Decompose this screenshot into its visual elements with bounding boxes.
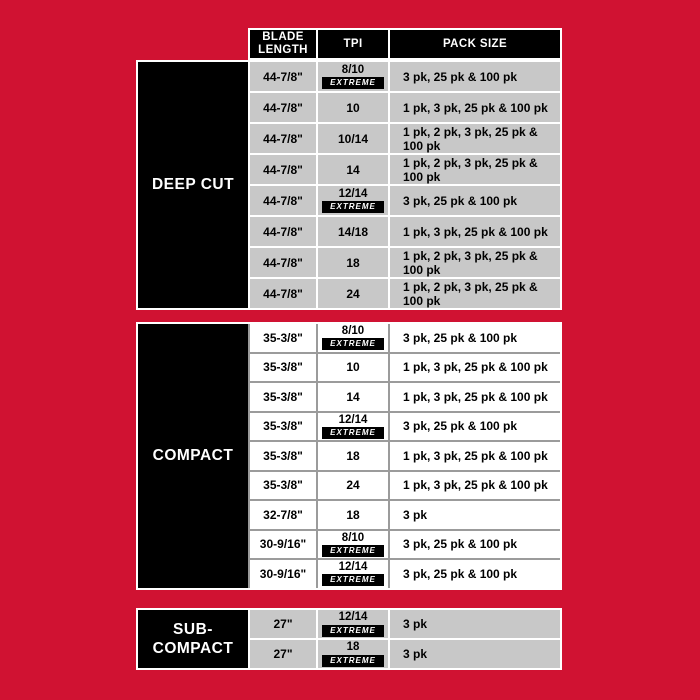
pack-size-cell-text: 3 pk, 25 pk & 100 pk (403, 330, 518, 345)
tpi-cell (318, 155, 388, 184)
pack-size-cell (390, 413, 560, 441)
blade-length-cell (250, 155, 316, 184)
blade-length-cell-text: 35-3/8" (263, 478, 303, 493)
blade-length-cell (250, 248, 316, 277)
blade-length-cell (250, 610, 316, 638)
pack-size-cell (390, 383, 560, 411)
blade-length-cell-text: 35-3/8" (263, 448, 303, 463)
tpi-cell-text: 12/14 (338, 611, 368, 624)
blade-length-cell-text: 30-9/16" (259, 537, 307, 552)
pack-size-cell (390, 93, 560, 122)
pack-size-cell-text: 3 pk (403, 617, 428, 631)
tpi-cell-text: 14/18 (337, 224, 369, 239)
blade-length-cell (250, 324, 316, 352)
tpi-cell-text: 14 (346, 389, 360, 404)
pack-size-cell-text: 1 pk, 2 pk, 3 pk, 25 pk & 100 pk (403, 124, 538, 153)
deep-cut-table (136, 60, 562, 310)
tpi-cell-text: 12/14 (338, 413, 368, 426)
tpi-cell-text: 24 (346, 478, 360, 493)
pack-size-cell (390, 531, 560, 559)
pack-size-cell-text: 1 pk, 3 pk, 25 pk & 100 pk (403, 100, 548, 115)
tpi-cell (318, 62, 388, 91)
extreme-badge: EXTREME (322, 201, 384, 213)
blade-length-cell (250, 93, 316, 122)
category-label-text: COMPACT (152, 447, 234, 465)
extreme-badge: EXTREME (322, 545, 384, 557)
category-label-text: DEEP CUT (151, 176, 235, 194)
blade-length-cell (250, 501, 316, 529)
pack-size-cell-text: 1 pk, 3 pk, 25 pk & 100 pk (403, 389, 548, 404)
tpi-cell (318, 560, 388, 588)
pack-size-cell (390, 248, 560, 277)
tpi-cell-text: 10 (346, 100, 360, 115)
extreme-badge: EXTREME (322, 77, 384, 89)
pack-size-cell-text: 3 pk (403, 507, 428, 522)
extreme-badge: EXTREME (322, 625, 384, 637)
tpi-cell-text: 14 (346, 162, 360, 177)
extreme-badge: EXTREME (322, 338, 384, 350)
pack-size-cell (390, 217, 560, 246)
blade-length-cell (250, 217, 316, 246)
blade-length-cell-text: 44-7/8" (263, 224, 303, 239)
pack-size-cell-text: 3 pk, 25 pk & 100 pk (403, 537, 518, 552)
blade-length-cell (250, 442, 316, 470)
header-pack-size: PACK SIZE (388, 30, 560, 58)
blade-length-cell (250, 186, 316, 215)
pack-size-cell-text: 3 pk, 25 pk & 100 pk (403, 419, 518, 434)
tpi-cell (318, 442, 388, 470)
pack-size-cell (390, 442, 560, 470)
tpi-cell (318, 413, 388, 441)
tpi-cell (318, 124, 388, 153)
tpi-cell (318, 324, 388, 352)
tpi-cell (318, 472, 388, 500)
extreme-badge: EXTREME (322, 655, 384, 667)
extreme-badge: EXTREME (322, 574, 384, 586)
blade-length-cell-text: 35-3/8" (263, 419, 303, 434)
tpi-cell-text: 8/10 (341, 63, 365, 76)
tpi-cell (318, 279, 388, 308)
pack-size-cell (390, 186, 560, 215)
blade-length-cell (250, 472, 316, 500)
blade-length-cell-text: 44-7/8" (263, 131, 303, 146)
blade-length-cell-text: 44-7/8" (263, 162, 303, 177)
pack-size-cell (390, 501, 560, 529)
blade-length-cell-text: 44-7/8" (263, 100, 303, 115)
pack-size-cell-text: 1 pk, 2 pk, 3 pk, 25 pk & 100 pk (403, 155, 538, 184)
pack-size-cell (390, 155, 560, 184)
pack-size-cell-text: 1 pk, 3 pk, 25 pk & 100 pk (403, 448, 548, 463)
blade-length-cell-text: 27" (273, 617, 293, 631)
pack-size-cell-text: 1 pk, 2 pk, 3 pk, 25 pk & 100 pk (403, 279, 538, 308)
pack-size-cell (390, 472, 560, 500)
category-label-text: SUB-COMPACT (152, 620, 234, 657)
tpi-cell-text: 12/14 (338, 561, 368, 574)
tpi-cell-text: 10/14 (337, 131, 369, 146)
tpi-cell-text: 18 (346, 641, 360, 654)
blade-length-cell-text: 27" (273, 647, 293, 661)
tpi-cell (318, 610, 388, 638)
tpi-cell (318, 248, 388, 277)
tpi-cell-text: 18 (346, 507, 360, 522)
blade-length-cell-text: 35-3/8" (263, 360, 303, 375)
blade-length-cell-text: 44-7/8" (263, 286, 303, 301)
compact-table (136, 322, 562, 590)
tpi-cell (318, 383, 388, 411)
tpi-cell-text: 8/10 (341, 531, 365, 544)
blade-length-cell (250, 62, 316, 91)
header-blade-length: BLADE LENGTH (258, 31, 308, 56)
blade-length-cell (250, 413, 316, 441)
blade-length-cell-text: 35-3/8" (263, 330, 303, 345)
pack-size-cell (390, 324, 560, 352)
pack-size-cell (390, 610, 560, 638)
tpi-cell-text: 18 (346, 255, 360, 270)
tpi-cell (318, 640, 388, 668)
tpi-cell (318, 186, 388, 215)
blade-length-cell (250, 354, 316, 382)
pack-size-cell-text: 3 pk, 25 pk & 100 pk (403, 566, 518, 581)
blade-length-cell (250, 560, 316, 588)
tpi-cell-text: 8/10 (341, 325, 365, 338)
sub-compact-table (136, 608, 562, 670)
extreme-badge: EXTREME (322, 427, 384, 439)
blade-length-cell-text: 44-7/8" (263, 69, 303, 84)
tpi-cell-text: 24 (346, 286, 360, 301)
tpi-cell (318, 501, 388, 529)
tpi-cell-text: 18 (346, 448, 360, 463)
blade-length-cell-text: 32-7/8" (263, 507, 303, 522)
pack-size-cell (390, 560, 560, 588)
pack-size-cell (390, 279, 560, 308)
pack-size-cell (390, 640, 560, 668)
pack-size-cell-text: 3 pk, 25 pk & 100 pk (403, 69, 518, 84)
pack-size-cell-text: 1 pk, 3 pk, 25 pk & 100 pk (403, 224, 548, 239)
table-header (248, 28, 562, 60)
blade-length-cell (250, 531, 316, 559)
pack-size-cell (390, 124, 560, 153)
tpi-cell-text: 12/14 (338, 187, 368, 200)
tpi-cell (318, 531, 388, 559)
pack-size-cell (390, 62, 560, 91)
blade-length-cell (250, 279, 316, 308)
blade-length-cell (250, 640, 316, 668)
tpi-cell (318, 217, 388, 246)
tpi-cell-text: 10 (346, 360, 360, 375)
pack-size-cell-text: 1 pk, 2 pk, 3 pk, 25 pk & 100 pk (403, 248, 538, 277)
pack-size-cell (390, 354, 560, 382)
tpi-cell (318, 354, 388, 382)
blade-length-cell-text: 44-7/8" (263, 193, 303, 208)
blade-length-cell-text: 44-7/8" (263, 255, 303, 270)
pack-size-cell-text: 1 pk, 3 pk, 25 pk & 100 pk (403, 360, 548, 375)
category-label (138, 610, 248, 668)
blade-length-cell-text: 30-9/16" (259, 566, 307, 581)
blade-length-cell (250, 383, 316, 411)
blade-length-cell-text: 35-3/8" (263, 389, 303, 404)
pack-size-cell-text: 1 pk, 3 pk, 25 pk & 100 pk (403, 478, 548, 493)
category-label (138, 62, 248, 308)
tpi-cell (318, 93, 388, 122)
pack-size-cell-text: 3 pk, 25 pk & 100 pk (403, 193, 518, 208)
header-tpi: TPI (316, 30, 388, 58)
blade-length-cell (250, 124, 316, 153)
pack-size-cell-text: 3 pk (403, 647, 428, 661)
category-label (138, 324, 248, 588)
